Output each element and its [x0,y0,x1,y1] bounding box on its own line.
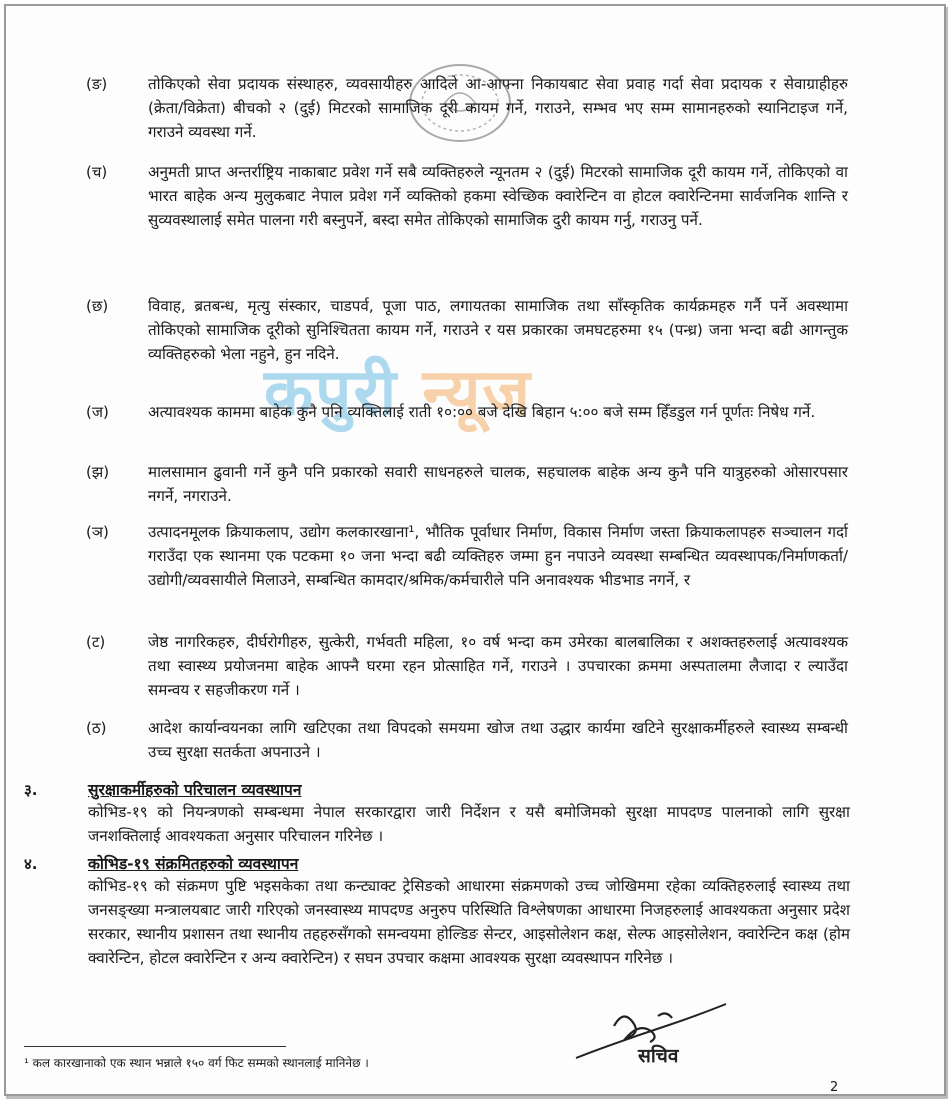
item-text: विवाह, ब्रतबन्ध, मृत्यु संस्कार, चाडपर्व, पूजा पाठ, लगायतका सामाजिक तथा साँस्कृतिक कार्यक्रमहरु गर्नै पर्ने अवस्थामा तोकिएको सामाजिक दूरीको सुनिश्चितता कायम गर्ने, गराउने र यस प्रकारका जमघटहरुमा १५ (पन्ध्र) जना भन्दा बढी आगन्तुक व्यक्तिहरुको भेला नहुने, हुन नदिने. [148,297,848,363]
item-marker: (छ) [86,297,109,315]
item-text: मालसामान ढुवानी गर्ने कुनै पनि प्रकारको सवारी साधनहरुले चालक, सहचालक बाहेक अन्य कुनै पनि यात्रुहरुको ओसारपसार नगर्ने, नगराउने. [148,463,848,505]
watermark-part2: न्यूज [422,356,533,430]
item-marker: (ठ) [86,719,107,737]
section-body: कोभिड-१९ को नियन्त्रणको सम्बन्धमा नेपाल सरकारद्वारा जारी निर्देशन र यसै बमोजिमको सुरक्षा मापदण्ड पालनाको लागि सुरक्षा जनशक्तिलाई आवश्यकता अनुसार परिचालन गरिनेछ । [88,803,850,845]
item-text: अत्यावश्यक काममा बाहेक कुनै पनि व्यक्तिलाई राती १०:०० बजे देखि बिहान ५:०० बजे सम्म हिँडडुल गर्न पूर्णतः निषेध गर्ने. [148,403,816,421]
item-marker: (ज) [86,403,109,421]
item-marker: (ट) [86,633,106,651]
watermark-part1: कपुरी [264,356,399,430]
item-text: तोकिएको सेवा प्रदायक संस्थाहरु, व्यवसायीहरु आदिले आ-आफ्ना निकायबाट सेवा प्रवाह गर्दा सेवा प्रदायक र सेवाग्राहीहरु (क्रेता/विक्रेता) बीचको २ (दुई) मिटरको सामाजिक दूरी कायम गर्ने, गराउने, सम्भव भए सम्म सामानहरुको स्यानिटाइज गर्ने, गराउने व्यवस्था गर्ने. [148,75,848,141]
item-text: अनुमती प्राप्त अन्तर्राष्ट्रिय नाकाबाट प्रवेश गर्ने सबै व्यक्तिहरुले न्यूनतम २ (दुई) मिटरको सामाजिक दूरी कायम गर्ने, तोकिएको वा भारत बाहेक अन्य मुलुकबाट नेपाल प्रवेश गर्ने व्यक्तिको हकमा स्वेच्छिक क्वारेन्टिन वा होटल क्वारेन्टिनमा सार्वजनिक शान्ति र सुव्यवस्थालाई समेत पालना गरी बस्नुपर्ने, बस्दा समेत तोकिएको सामाजिक दुरी कायम गर्नु, गराउनु पर्ने. [148,163,848,229]
signature-label: सचिव [638,1045,679,1067]
section-number: ३. [24,781,38,799]
item-marker: (च) [86,163,108,181]
item-text: आदेश कार्यान्वयनका लागि खटिएका तथा विपदको समयमा खोज तथा उद्धार कार्यमा खटिने सुरक्षाकर्मीहरुले स्वास्थ्य सम्बन्धी उच्च सुरक्षा सतर्कता अपनाउने । [148,719,848,761]
item-text: उत्पादनमूलक क्रियाकलाप, उद्योग कलकारखाना¹, भौतिक पूर्वाधार निर्माण, विकास निर्माण जस्ता क्रियाकलापहरु सञ्चालन गर्दा गराउँदा एक स्थानमा एक पटकमा १० जना भन्दा बढी व्यक्तिहरु जम्मा हुन नपाउने व्यवस्था सम्बन्धित व्यवस्थापक/निर्माणकर्ता/उद्योगी/व्यवसायीले मिलाउने, सम्बन्धित कामदार/श्रमिक/कर्मचारीले पनि अनावश्यक भीडभाड नगर्ने, र [148,523,848,589]
item-marker: (ङ) [86,75,108,93]
document-frame [4,4,946,1096]
item-marker: (झ) [86,463,110,481]
footnote: ¹ कल कारखानाको एक स्थान भन्नाले १५० वर्ग फिट सम्मको स्थानलाई मानिनेछ । [24,1056,369,1070]
footnote-divider [24,1046,286,1047]
section-number: ४. [24,855,38,873]
page-number: 2 [830,1080,839,1095]
section-title: सुरक्षाकर्मीहरुको परिचालन व्यवस्थापन [88,781,302,799]
section-body: कोभिड-१९ को संक्रमण पुष्टि भइसकेका तथा कन्ट्याक्ट ट्रेसिङको आधारमा संक्रमणको उच्च जोखिममा रहेका व्यक्तिहरुलाई स्वास्थ्य तथा जनसङ्ख्या मन्त्रालयबाट जारी गरिएको जनस्वास्थ्य मापदण्ड अनुरुप परिस्थिति विश्लेषणका आधारमा निजहरुलाई आवश्यकता अनुसार प्रदेश सरकार, स्थानीय प्रशासन तथा स्थानीय तहहरुसँगको समन्वयमा होल्डिङ सेन्टर, आइसोलेशन कक्ष, सेल्फ आइसोलेशन, क्वारेन्टिन कक्ष (होम क्वारेन्टिन, होटल क्वारेन्टिन र अन्य क्वारेन्टिन) र सघन उपचार कक्षमा आवश्यक सुरक्षा व्यवस्थापन गरिनेछ । [88,877,850,967]
item-marker: (ञ) [86,523,109,541]
section-title: कोभिड-१९ संक्रमितहरुको व्यवस्थापन [88,855,299,873]
document-page [6,6,944,1094]
item-text: जेष्ठ नागरिकहरु, दीर्घरोगीहरु, सुत्केरी, गर्भवती महिला, १० वर्ष भन्दा कम उमेरका बालबालिका र अशक्तहरुलाई अत्यावश्यक तथा स्वास्थ्य प्रयोजनमा बाहेक आफ्नै घरमा रहन प्रोत्साहित गर्ने, गराउने । उपचारका क्रममा अस्पतालमा लैजादा र ल्याउँदा समन्वय र सहजीकरण गर्ने । [148,633,848,699]
